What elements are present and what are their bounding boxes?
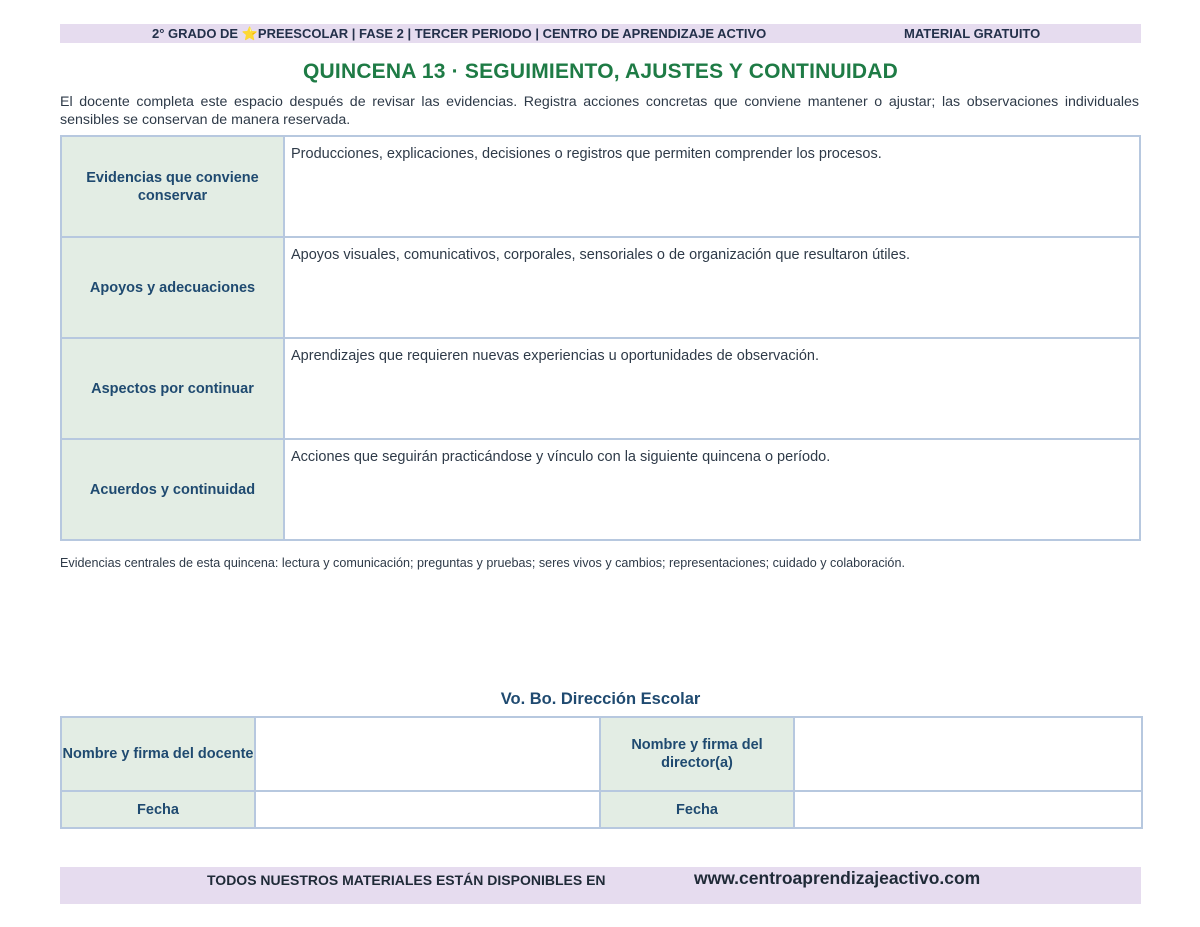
date-row [61,791,1142,828]
table-row [61,338,1140,439]
approval-heading: Vo. Bo. Dirección Escolar [500,690,701,708]
page-title: QUINCENA 13 · SEGUIMIENTO, AJUSTES Y CONTINUIDAD [303,60,898,83]
signature-row [61,717,1142,791]
star-icon: ⭐ [241,26,258,41]
footer-url-link[interactable]: www.centroaprendizajeactivo.com [694,868,981,888]
row-field-acuerdos[interactable]: Acciones que seguirán practicándose y vínculo con la siguiente quincena o período. [284,439,1140,540]
director-date-field[interactable] [794,791,1142,828]
header-bar [60,24,1141,43]
header-grade-info: 2° GRADO DE ⭐PREESCOLAR | FASE 2 | TERCER PERIODO | CENTRO DE APRENDIZAJE ACTIVO [152,26,767,41]
teacher-signature-label: Nombre y firma del docente [61,717,255,791]
teacher-date-field[interactable] [255,791,600,828]
footer-bar [60,867,1141,904]
intro-text: El docente completa este espacio después de revisar las evidencias. Registra acciones concretas que conviene mantener o ajustar; las observaciones individuales sensibles se conservan de manera reservada. [60,94,1139,128]
teacher-signature-field[interactable] [255,717,600,791]
footer-text: TODOS NUESTROS MATERIALES ESTÁN DISPONIBLES EN [207,872,606,888]
row-field-aspectos[interactable]: Aprendizajes que requieren nuevas experiencias u oportunidades de observación. [284,338,1140,439]
row-label-aspectos: Aspectos por continuar [61,338,284,439]
header-free-material: MATERIAL GRATUITO [904,26,1041,41]
row-field-evidencias[interactable]: Producciones, explicaciones, decisiones o registros que permiten comprender los procesos. [284,136,1140,237]
row-label-acuerdos: Acuerdos y continuidad [61,439,284,540]
row-field-apoyos[interactable]: Apoyos visuales, comunicativos, corporales, sensoriales o de organización que resultaron útiles. [284,237,1140,338]
row-label-evidencias: Evidencias que conviene conservar [61,136,284,237]
row-label-apoyos: Apoyos y adecuaciones [61,237,284,338]
director-date-label: Fecha [600,791,794,828]
followup-table [60,135,1141,541]
signature-table [60,716,1143,829]
table-row [61,136,1140,237]
table-row [61,439,1140,540]
table-row [61,237,1140,338]
teacher-date-label: Fecha [61,791,255,828]
evidence-note: Evidencias centrales de esta quincena: lectura y comunicación; preguntas y pruebas; seres vivos y cambios; representaciones; cuidado y colaboración. [60,556,905,570]
director-signature-field[interactable] [794,717,1142,791]
director-signature-label: Nombre y firma del director(a) [600,717,794,791]
